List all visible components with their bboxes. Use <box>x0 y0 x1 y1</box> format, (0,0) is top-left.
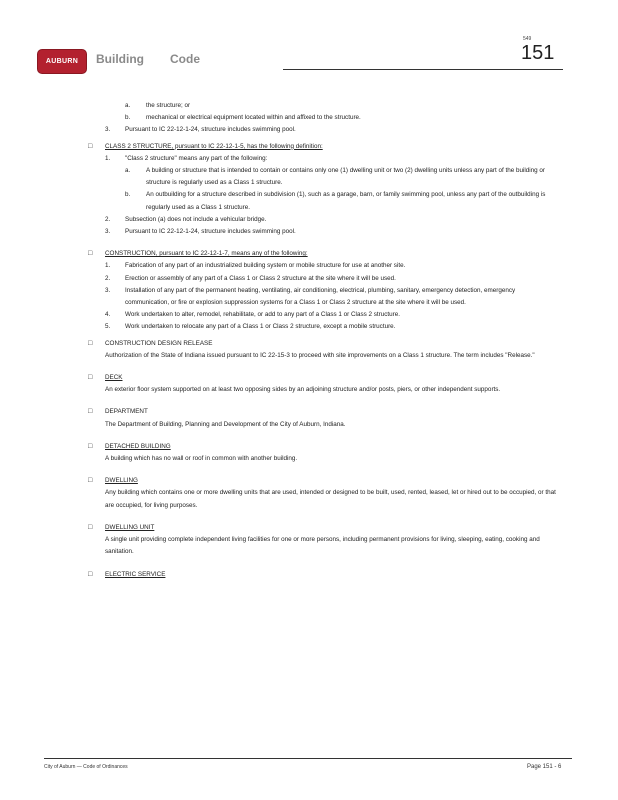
list-item <box>105 112 558 124</box>
auburn-logo <box>38 50 86 73</box>
list-item <box>105 165 558 189</box>
list-item <box>105 321 558 333</box>
section-detached-building <box>88 441 558 465</box>
list-marker: 1. <box>105 262 111 270</box>
definition-text: Authorization of the State of Indiana issued pursuant to IC 22-15-3 to proceed with site improvements on a Class 1 structure. The term includes "Release." <box>105 351 535 359</box>
list-marker: 3. <box>105 286 111 294</box>
list-item-text: Erection or assembly of any part of a Class 1 or Class 2 structure at the site where it will be used. <box>125 274 396 282</box>
definition-term: DWELLING UNIT <box>105 523 155 531</box>
list-item <box>105 189 558 213</box>
list-marker: 2. <box>105 215 111 223</box>
definition-text: The Department of Building, Planning and Development of the City of Auburn, Indiana. <box>105 420 346 428</box>
list-item-text: An outbuilding for a structure described in subdivision (1), such as a garage, barn, or family swimming pool, unless any part of the outbuilding is regularly used as a Class 1 structure. <box>146 191 546 211</box>
list-item <box>105 309 558 321</box>
list-item <box>105 124 558 136</box>
definition-term: DEPARTMENT <box>105 408 148 416</box>
header-rule <box>283 69 563 70</box>
list-item-text: Pursuant to IC 22-12-1-24, structure includes swimming pool. <box>125 228 296 236</box>
list-item-text: Subsection (a) does not include a vehicular bridge. <box>125 215 267 223</box>
definition-term: DETACHED BUILDING <box>105 442 171 450</box>
list-marker: 2. <box>105 274 111 282</box>
section-dwelling-unit <box>88 522 558 559</box>
list-item-text: A building or structure that is intended to contain or contains only one (1) dwelling unit or two (2) dwelling units unless any part of the building or structure is regularly used as a Class 1 structure. <box>146 167 546 187</box>
page-content <box>88 100 558 581</box>
list-marker: b. <box>125 114 131 122</box>
checkbox-icon: □ <box>88 339 93 347</box>
list-item <box>105 153 558 165</box>
page-header-title <box>96 52 226 66</box>
section-electric-service <box>88 569 558 581</box>
list-item <box>105 273 558 285</box>
definition-term: DECK <box>105 374 123 382</box>
list-marker: 4. <box>105 311 111 319</box>
definition-text: Any building which contains one or more dwelling units that are used, intended or designed to be built, used, rented, leased, let or hired out to be occupied, or that are occupied, for living purposes. <box>105 489 556 509</box>
definition-text: An exterior floor system supported on at least two opposing sides by an adjoining structure and/or posts, piers, or other independent supports. <box>105 386 501 394</box>
checkbox-icon: □ <box>88 250 93 258</box>
list-item-text: the structure; or <box>146 102 191 109</box>
list-marker: a. <box>125 167 131 175</box>
list-marker: 3. <box>105 228 111 236</box>
list-item-text: Work undertaken to relocate any part of a Class 1 or Class 2 structure, except a mobile structure. <box>125 323 396 331</box>
list-marker: 3. <box>105 126 111 134</box>
section-design-release <box>88 338 558 362</box>
definition-term: DWELLING <box>105 477 138 485</box>
definition-term: CONSTRUCTION DESIGN RELEASE <box>105 339 213 347</box>
checkbox-icon: □ <box>88 408 93 416</box>
checkbox-icon: □ <box>88 477 93 485</box>
checkbox-icon: □ <box>88 374 93 382</box>
definition-text: A building which has no wall or roof in common with another building. <box>105 455 298 463</box>
definition-term: ELECTRIC SERVICE <box>105 570 166 578</box>
footer-rule <box>44 758 572 759</box>
section-deck <box>88 372 558 396</box>
header-title-word1: Building <box>96 52 144 66</box>
checkbox-icon: □ <box>88 142 93 150</box>
list-item-text: Fabrication of any part of an industrialized building system or mobile structure for use at another site. <box>125 262 406 270</box>
definition-text: A single unit providing complete independent living facilities for one or more persons, including permanent provisions for living, sleeping, eating, cooking and sanitation. <box>105 536 540 556</box>
list-item <box>105 100 558 112</box>
list-item-text: "Class 2 structure" means any part of the following: <box>125 154 268 162</box>
section-heading: CONSTRUCTION, pursuant to IC 22-12-1-7, means any of the following: <box>105 250 308 258</box>
section-department <box>88 406 558 430</box>
section-heading: CLASS 2 STRUCTURE, pursuant to IC 22-12-1-5, has the following definition: <box>105 142 323 150</box>
top-list <box>88 100 558 137</box>
header-page-number: 151 <box>521 42 555 64</box>
list-item-text: mechanical or electrical equipment located within and affixed to the structure. <box>146 114 361 122</box>
list-item-text: Pursuant to IC 22-12-1-24, structure includes swimming pool. <box>125 126 296 134</box>
list-item <box>105 226 558 238</box>
header-title-word2: Code <box>170 52 200 66</box>
footer-left-text: City of Auburn — Code of Ordinances <box>44 764 128 770</box>
logo-text: AUBURN <box>45 58 79 65</box>
section-class2 <box>88 141 558 239</box>
list-item-text: Work undertaken to alter, remodel, rehabilitate, or add to any part of a Class 1 or Class 2 structure. <box>125 311 400 319</box>
header-small-label: 549 <box>523 36 532 42</box>
checkbox-icon: □ <box>88 523 93 531</box>
list-marker: b. <box>125 191 131 199</box>
checkbox-icon: □ <box>88 442 93 450</box>
section-construction <box>88 248 558 333</box>
list-item-text: Installation of any part of the permanent heating, ventilating, air conditioning, electrical, plumbing, sanitary, emergency detection, emergency communication, or fire or explosion suppression systems for a Class 1 or Class 2 structure at the site where it will be used. <box>125 286 516 307</box>
list-marker: 5. <box>105 323 111 331</box>
list-marker: 1. <box>105 154 111 162</box>
list-item <box>105 260 558 272</box>
footer-page-label: Page 151 - 6 <box>527 764 562 770</box>
section-dwelling <box>88 475 558 512</box>
list-item <box>105 285 558 309</box>
list-marker: a. <box>125 102 131 109</box>
list-item <box>105 214 558 226</box>
checkbox-icon: □ <box>88 570 93 578</box>
